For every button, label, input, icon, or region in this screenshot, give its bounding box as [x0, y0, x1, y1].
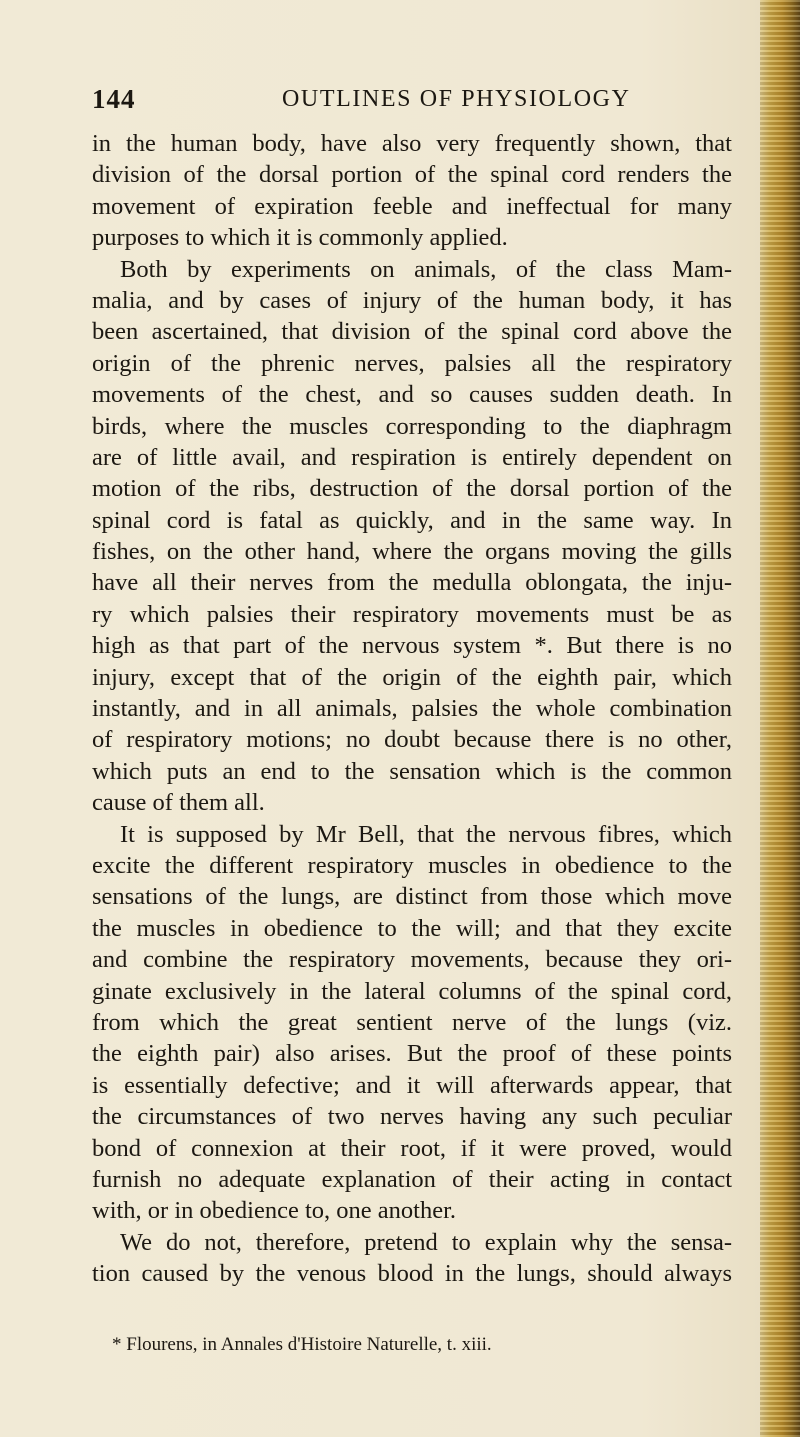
- text-line: from which the great sentient nerve of the lungs (viz.: [92, 1008, 732, 1036]
- text-line: tion caused by the venous blood in the lungs, should always: [92, 1260, 732, 1288]
- text-line: of respiratory motions; no doubt because there is no other,: [92, 726, 732, 754]
- text-line: the circumstances of two nerves having any such peculiar: [92, 1103, 732, 1131]
- text-line: injury, except that of the origin of the eighth pair, which: [92, 663, 732, 691]
- text-line: excite the different respiratory muscles in obedience to the: [92, 851, 732, 879]
- text-line: which puts an end to the sensation which is the common: [92, 757, 732, 785]
- text-line: sensations of the lungs, are distinct from those which move: [92, 883, 732, 911]
- text-line: in the human body, have also very frequently shown, that: [92, 130, 732, 157]
- text-line: fishes, on the other hand, where the organs moving the gills: [92, 538, 732, 566]
- footnote: * Flourens, in Annales d'Histoire Naturelle, t. xiii.: [112, 1334, 492, 1355]
- text-line: spinal cord is fatal as quickly, and in the same way. In: [92, 506, 732, 534]
- text-line: been ascertained, that division of the spinal cord above the: [92, 318, 732, 346]
- text-line: cause of them all.: [92, 789, 265, 817]
- running-head: OUTLINES OF PHYSIOLOGY: [282, 86, 631, 112]
- text-line: It is supposed by Mr Bell, that the nervous fibres, which: [120, 820, 732, 848]
- page-number: 144: [92, 84, 136, 114]
- text-line: the eighth pair) also arises. But the proof of these points: [92, 1040, 732, 1068]
- text-line: have all their nerves from the medulla oblongata, the inju-: [92, 569, 732, 597]
- text-line: We do not, therefore, pretend to explain why the sensa-: [120, 1228, 732, 1256]
- text-line: with, or in obedience to, one another.: [92, 1197, 456, 1225]
- text-line: high as that part of the nervous system *. But there is no: [92, 632, 732, 660]
- text-line: furnish no adequate explanation of their acting in contact: [92, 1165, 732, 1193]
- text-line: birds, where the muscles corresponding to the diaphragm: [92, 412, 732, 440]
- text-line: purposes to which it is commonly applied.: [92, 224, 508, 252]
- text-line: instantly, and in all animals, palsies the whole combination: [92, 695, 732, 723]
- text-line: and combine the respiratory movements, because they ori-: [92, 946, 732, 974]
- body-text: [92, 128, 732, 1289]
- text-line: bond of connexion at their root, if it were proved, would: [92, 1134, 732, 1162]
- text-line: division of the dorsal portion of the spinal cord renders the: [92, 161, 732, 189]
- text-line: malia, and by cases of injury of the human body, it has: [92, 286, 732, 314]
- gilt-page-edge: [760, 0, 800, 1437]
- text-line: ginate exclusively in the lateral columns of the spinal cord,: [92, 977, 732, 1005]
- text-line: movements of the chest, and so causes sudden death. In: [92, 381, 732, 409]
- text-line: motion of the ribs, destruction of the dorsal portion of the: [92, 475, 732, 503]
- text-line: origin of the phrenic nerves, palsies all the respiratory: [92, 349, 732, 377]
- text-line: ry which palsies their respiratory movements must be as: [92, 600, 732, 628]
- text-line: the muscles in obedience to the will; and that they excite: [92, 914, 732, 942]
- page-header: [92, 84, 742, 124]
- text-line: movement of expiration feeble and ineffectual for many: [92, 192, 732, 220]
- text-line: is essentially defective; and it will afterwards appear, that: [92, 1071, 732, 1099]
- text-line: Both by experiments on animals, of the class Mam-: [120, 255, 732, 283]
- text-line: are of little avail, and respiration is entirely dependent on: [92, 443, 732, 471]
